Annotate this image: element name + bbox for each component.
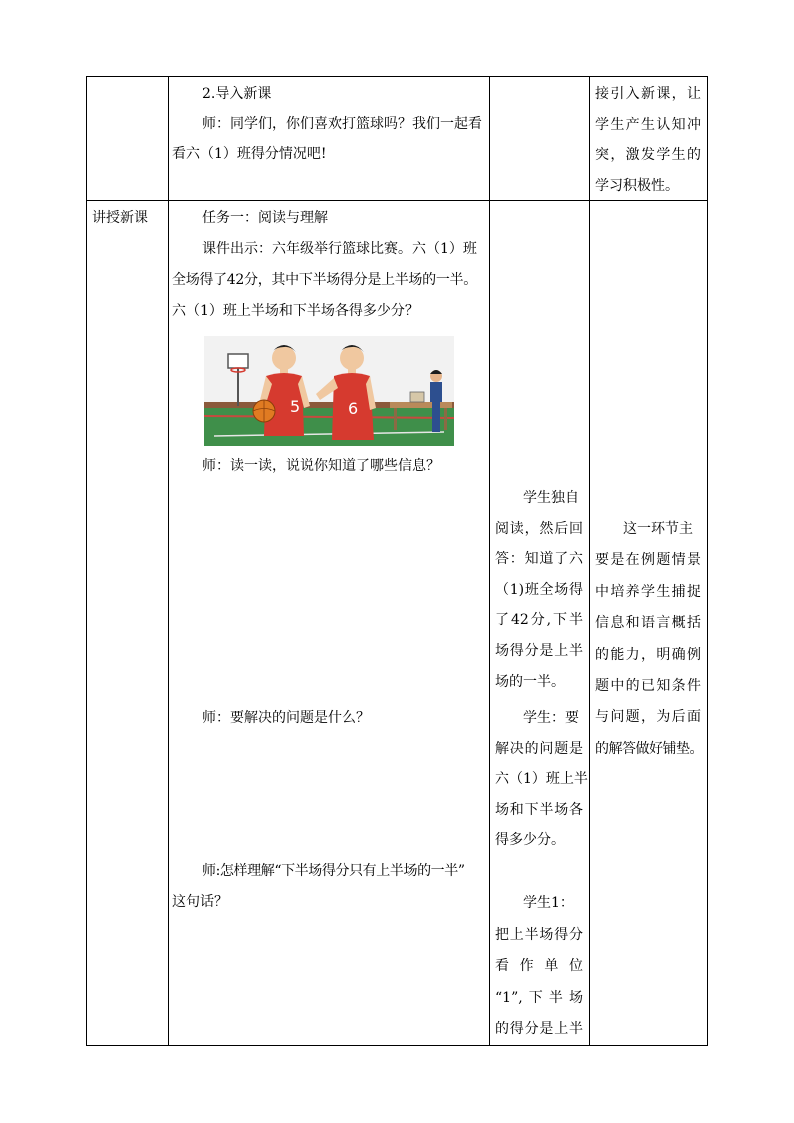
answer-line: “1”,下半场	[495, 989, 583, 1006]
answer-line: 场的一半。	[495, 673, 565, 690]
answer-line: 看作单位	[495, 958, 583, 974]
task-line: 课件出示：六年级举行篮球比赛。六（1）班	[202, 241, 477, 257]
intro-heading: 2.导入新课	[202, 86, 272, 102]
answer-line: 场得分是上半	[495, 642, 583, 659]
answer-line: 阅读，然后回	[495, 520, 583, 537]
intro-line: 师：同学们，你们喜欢打篮球吗？我们一起看	[202, 116, 482, 132]
design-line: 中培养学生捕捉	[595, 583, 701, 600]
stage-label: 讲授新课	[92, 210, 148, 226]
lesson-design-text	[595, 514, 701, 765]
design-line: 题中的已知条件	[595, 678, 701, 695]
design-line: 这一环节主	[623, 521, 693, 537]
design-line: 学习积极性。	[595, 177, 679, 194]
design-line: 突，激发学生的	[595, 147, 701, 163]
table-top-border	[86, 76, 708, 77]
answer-line: 把上半场得分	[495, 926, 583, 943]
answer-line: 学生1：	[523, 895, 574, 911]
column-divider-3	[589, 76, 590, 1046]
student-answer-info	[495, 483, 583, 697]
design-line: 的能力，明确例	[595, 646, 701, 663]
intro-design-text	[595, 79, 701, 201]
question-problem: 师：要解决的问题是什么？	[202, 710, 370, 726]
design-line: 学生产生认知冲	[595, 116, 701, 133]
question-meaning	[172, 856, 484, 918]
design-line: 的解答做好铺垫。	[595, 740, 703, 757]
intro-line: 看六（1）班得分情况吧!	[172, 146, 327, 162]
answer-line: 学生独自	[523, 490, 579, 506]
design-line: 与问题，为后面	[595, 709, 701, 726]
column-divider-2	[489, 76, 490, 1046]
design-line: 要是在例题情景	[595, 552, 701, 569]
answer-line: 场和下半场各	[495, 801, 583, 818]
answer-line: 六（1）班上半	[495, 771, 588, 788]
table-right-border	[707, 76, 708, 1046]
question-line: 这句话？	[172, 894, 228, 910]
question-line: 师:怎样理解“下半场得分只有上半场的一半”	[202, 863, 465, 879]
answer-line: 了42分,下半	[495, 612, 583, 629]
column-divider-1	[168, 76, 169, 1046]
answer-line: 答：知道了六	[495, 551, 583, 568]
design-line: 信息和语言概括	[595, 615, 701, 632]
student-answer-meaning	[495, 888, 583, 1046]
task-heading: 任务一：阅读与理解	[202, 210, 328, 226]
student-answer-problem	[495, 703, 588, 856]
jersey-number-left: 5	[290, 397, 301, 416]
basketball-illustration	[204, 336, 454, 446]
task-line: 六（1）班上半场和下半场各得多少分？	[172, 303, 419, 319]
answer-line: 得多少分。	[495, 832, 565, 849]
jersey-number-right: 6	[348, 399, 359, 418]
answer-line: 解决的问题是	[495, 740, 583, 757]
question-info: 师：读一读，说说你知道了哪些信息？	[202, 458, 440, 474]
task-text	[172, 203, 484, 327]
answer-line: （1)班全场得	[495, 581, 583, 598]
answer-line: 学生：要	[523, 710, 579, 726]
court-floor	[204, 402, 454, 446]
task-line: 全场得了42分，其中下半场得分是上半场的一半。	[172, 272, 477, 288]
intro-teacher-text	[172, 79, 484, 169]
design-line: 接引入新课，让	[595, 86, 701, 102]
table-left-border	[86, 76, 87, 1046]
table-bottom-border	[86, 1045, 708, 1046]
answer-line: 的得分是上半	[495, 1021, 583, 1037]
